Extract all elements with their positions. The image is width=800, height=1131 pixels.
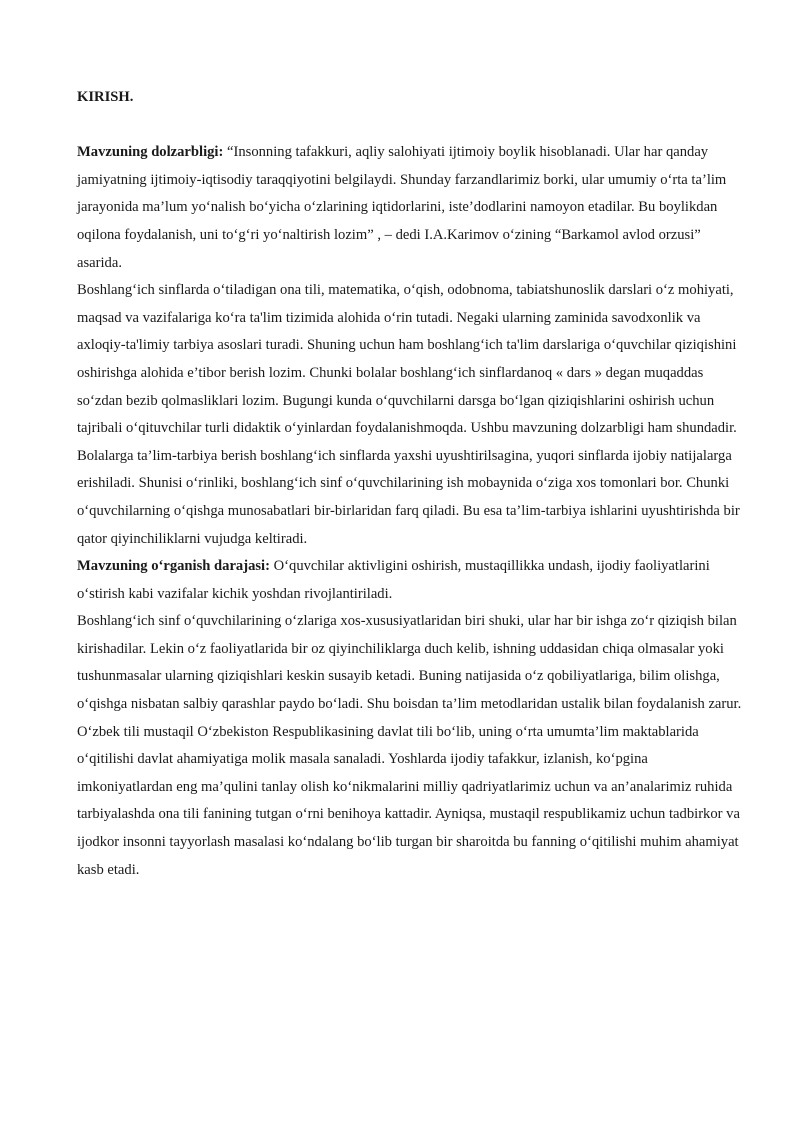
- paragraph-text: Bolalarga ta’lim-tarbiya berish boshlang‘ich sinflarda yaxshi uyushtirilsagina, yuqori sinflarda ijobiy natijalarga erishiladi. Shunisi o‘rinliki, boshlang‘ich sinf o‘quvchilarining ish mobaynida o‘ziga xos tomonlari bor. Chunki o‘quvchilarning o‘qishga munosabatlari bir-birlaridan farq qiladi. Bu esa ta’lim-tarbiya ishlarini uyushtirishda bir qator qiyinchiliklarni vujudga keltiradi.: [77, 447, 740, 547]
- paragraph-text: O‘quvchilar aktivligini oshirish, mustaqillikka undash, ijodiy faoliyatlarini o‘stirish kabi vazifalar kichik yoshdan rivojlantiriladi.: [77, 558, 710, 602]
- paragraph-pupil-features: [77, 608, 747, 718]
- paragraph-study-level: [77, 553, 747, 608]
- paragraph-lead: Mavzuning dolzarbligi:: [77, 144, 224, 161]
- paragraph-relevance: [77, 139, 747, 277]
- paragraph-text: “Insonning tafakkuri, aqliy salohiyati ijtimoiy boylik hisoblanadi. Ular har qanday jamiyatning ijtimoiy-iqtisodiy taraqqiyotini belgilaydi. Shunday farzandlarimiz borki, ular umumiy o‘rta ta’lim jarayonida ma’lum yo‘nalish bo‘yicha o‘zlarining iqtidorlarini, iste’dodlarini namoyon etadilar. Bu boylikdan oqilona foydalanish, uni to‘g‘ri yo‘naltirish lozim” , – dedi I.A.Karimov o‘zining “Barkamol avlod orzusi” asarida.: [77, 144, 727, 271]
- paragraph-primary-classes: [77, 277, 747, 443]
- paragraph-text: Boshlang‘ich sinf o‘quvchilarining o‘zlariga xos-xususiyatlaridan biri shuki, ular har bir ishga zo‘r qiziqish bilan kirishadilar. Lekin o‘z faoliyatlarida bir oz qiyinchiliklarga duch kelib, ishning uddasidan chiqa olmasalar yoki tushunmasalar ularning qiziqishlari keskin susayib ketadi. Buning natijasida o‘z qobiliyatlariga, bilim olishga, o‘qishga nisbatan salbiy qarashlar paydo bo‘ladi. Shu boisdan ta’lim metodlaridan ustalik bilan foydalanish zarur.: [77, 613, 742, 713]
- document-page: [77, 84, 747, 884]
- paragraph-lead: Mavzuning o‘rganish darajasi:: [77, 558, 270, 575]
- section-heading: KIRISH.: [77, 89, 134, 105]
- paragraph-text: Boshlang‘ich sinflarda o‘tiladigan ona tili, matematika, o‘qish, odobnoma, tabiatshunoslik darslari o‘z mohiyati, maqsad va vazifalariga ko‘ra ta'lim tizimida alohida o‘rin tutadi. Negaki ularning zaminida savodxonlik va axloqiy-ta'limiy tarbiya asoslari turadi. Shuning uchun ham boshlang‘ich ta'lim darslariga o‘quvchilar qiziqishini oshirishga alohida e’tibor berish lozim. Chunki bolalar boshlang‘ich sinflardanoq « dars » degan muqaddas so‘zdan bezib qolmasliklari lozim. Bugungi kunda o‘quvchilarni darsga bo‘lgan qiziqishlarini oshirish uchun tajribali o‘qituvchilar turli didaktik o‘yinlardan foydalanishmoqda. Ushbu mavzuning dolzarbligi ham shundadir.: [77, 282, 737, 437]
- paragraph-uzbek-language: [77, 719, 747, 885]
- paragraph-education: [77, 443, 747, 553]
- paragraph-text: O‘zbek tili mustaqil O‘zbekiston Respublikasining davlat tili bo‘lib, uning o‘rta umumta’lim maktablarida o‘qitilishi davlat ahamiyatiga molik masala sanaladi. Yoshlarda ijodiy tafakkur, izlanish, ko‘pgina imkoniyatlardan eng ma’qulini tanlay olish ko‘nikmalarini milliy qadriyatlarimiz uchun va an’analarimiz ruhida tarbiyalashda ona tili fanining tutgan o‘rni benihoya kattadir. Ayniqsa, mustaqil respublikamiz uchun tadbirkor va ijodkor insonni tayyorlash masalasi ko‘ndalang bo‘lib turgan bir sharoitda bu fanning o‘qitilishi muhim ahamiyat kasb etadi.: [77, 723, 740, 878]
